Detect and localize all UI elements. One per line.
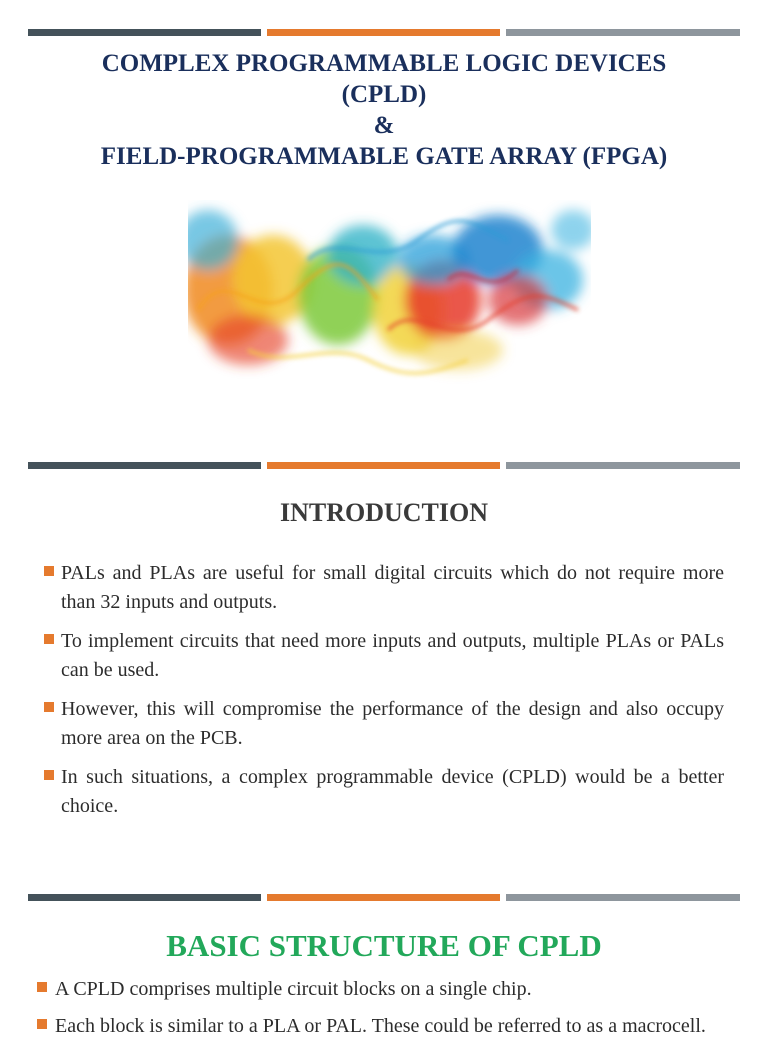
title-line-2: (CPLD) <box>341 81 427 108</box>
colorful-ink-image <box>188 200 591 415</box>
divider-segment-gray <box>506 894 740 901</box>
list-item: Each block is similar to a PLA or PAL. These could be referred to as a macrocell. <box>37 1012 737 1041</box>
slide2-top-divider <box>28 462 740 469</box>
divider-segment-dark <box>28 29 261 36</box>
ink-splash-illustration <box>188 200 591 415</box>
divider-segment-orange <box>267 462 500 469</box>
slide3-top-divider <box>28 894 740 901</box>
title-line-3: & <box>373 112 395 139</box>
slide1-top-divider <box>28 29 740 36</box>
introduction-bullet-list <box>44 559 724 831</box>
introduction-heading: INTRODUCTION <box>279 498 489 527</box>
list-item: However, this will compromise the performance of the design and also occupy more area on the PCB. <box>44 695 724 753</box>
basic-structure-bullet-list <box>37 975 737 1049</box>
title-line-1: COMPLEX PROGRAMMABLE LOGIC DEVICES <box>101 50 667 77</box>
title-line-4: FIELD-PROGRAMMABLE GATE ARRAY (FPGA) <box>100 143 668 170</box>
divider-segment-dark <box>28 894 261 901</box>
list-item: A CPLD comprises multiple circuit blocks on a single chip. <box>37 975 737 1004</box>
divider-segment-orange <box>267 29 500 36</box>
slide1-title <box>0 48 768 172</box>
list-item: In such situations, a complex programmable device (CPLD) would be a better choice. <box>44 763 724 821</box>
list-item: PALs and PLAs are useful for small digital circuits which do not require more than 32 inputs and outputs. <box>44 559 724 617</box>
list-item: To implement circuits that need more inputs and outputs, multiple PLAs or PALs can be used. <box>44 627 724 685</box>
divider-segment-gray <box>506 462 740 469</box>
basic-structure-heading: BASIC STRUCTURE OF CPLD <box>166 928 602 963</box>
divider-segment-orange <box>267 894 500 901</box>
divider-segment-dark <box>28 462 261 469</box>
divider-segment-gray <box>506 29 740 36</box>
